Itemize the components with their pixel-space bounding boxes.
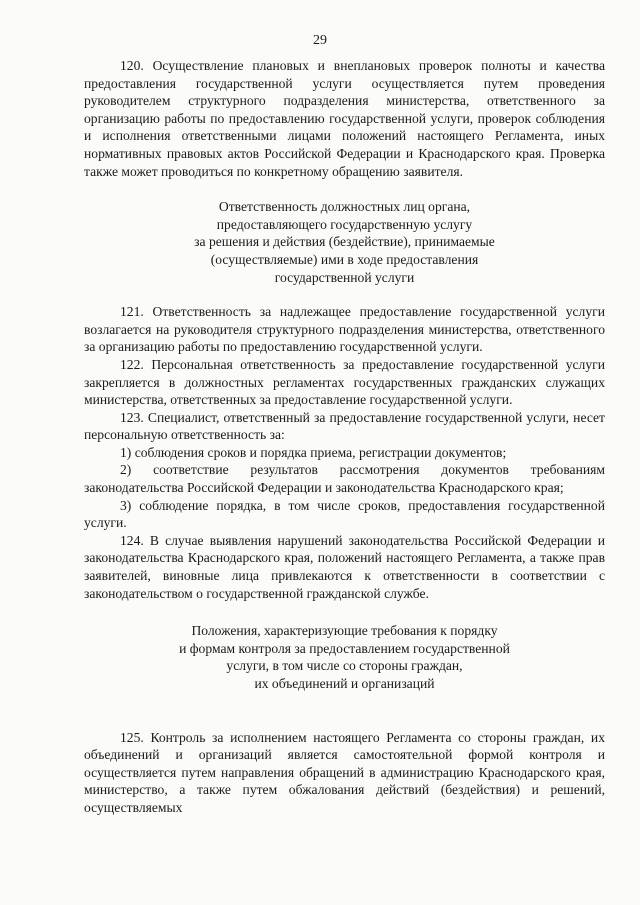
document-body — [84, 57, 605, 817]
heading-line: Ответственность должностных лиц органа, — [218, 199, 471, 215]
paragraph-124: 124. В случае выявления нарушений законодательства Российской Федерации и законодательства Краснодарского края, положений настоящего Регламента, а также прав заявителей, виновные лица привлекаются к ответственности в соответствии с законодательством о государственной гражданской службе. — [84, 532, 605, 601]
heading-line: Положения, характеризующие требования к порядку — [191, 623, 498, 639]
list-item-1: 1) соблюдения сроков и порядка приема, регистрации документов; — [120, 444, 507, 460]
paragraph-123: 123. Специалист, ответственный за предоставление государственной услуги, несет персональную ответственность за: — [84, 409, 605, 443]
heading-line: предоставляющего государственную услугу — [216, 216, 473, 232]
list-item-3: 3) соблюдение порядка, в том числе сроков, предоставления государственной услуги. — [84, 497, 605, 531]
paragraph-121: 121. Ответственность за надлежащее предоставление государственной услуги возлагается на руководителя структурного подразделения министерства, ответственного за организацию работы по предоставлению государственной услуги. — [84, 304, 605, 355]
section-heading-responsibility — [84, 198, 605, 286]
paragraph-125: 125. Контроль за исполнением настоящего Регламента со стороны граждан, их объединений и организаций является самостоятельной формой контроля и осуществляется путем направления обращений в администрацию Краснодарского края, министерство, а также путем обжалования действий (бездействия) и решений, осуществляемых — [84, 729, 605, 815]
paragraph-122: 122. Персональная ответственность за предоставление государственной услуги закрепляется в должностных регламентах государственных гражданских служащих министерства, ответственных за предоставление государственной услуги. — [84, 356, 605, 408]
section-heading-control — [84, 622, 605, 692]
page-number: 29 — [313, 33, 327, 48]
heading-line: за решения и действия (бездействие), принимаемые — [194, 234, 495, 250]
heading-line: (осуществляемые) ими в ходе предоставления — [210, 251, 479, 267]
paragraph-120: 120. Осуществление плановых и внеплановых проверок полноты и качества предоставления государственной услуги осуществляется путем проведения руководителем структурного подразделения министерства, ответственного за организацию работы по предоставлению государственной услуги, проверок соблюдения и исполнения ответственными лицами положений настоящего Регламента, иных нормативных правовых актов Российской Федерации и Краснодарского края. Проверка также может проводиться по конкретному обращению заявителя. — [84, 58, 605, 179]
heading-line: их объединений и организаций — [254, 676, 435, 691]
heading-line: государственной услуги — [274, 269, 415, 285]
heading-line: и формам контроля за предоставлением государственной — [179, 640, 510, 656]
heading-line: услуги, в том числе со стороны граждан, — [226, 658, 463, 674]
list-item-2: 2) соответствие результатов рассмотрения документов требованиям законодательства Российской Федерации и законодательства Краснодарского края; — [84, 462, 605, 496]
